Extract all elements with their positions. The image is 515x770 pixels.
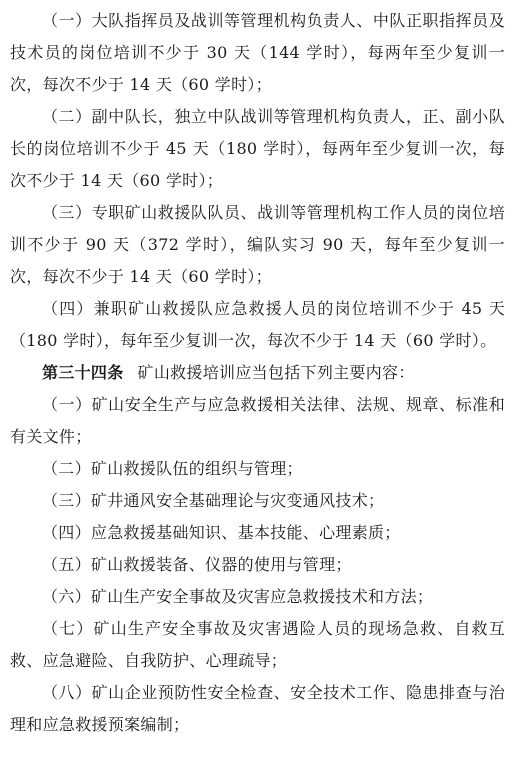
article-text: 矿山救援培训应当包括下列主要内容：: [137, 363, 415, 382]
content-item-3: （三）矿井通风安全基础理论与灾变通风技术；: [42, 491, 385, 510]
content-item-8: （八）矿山企业预防性安全检查、安全技术工作、隐患排查与治理和应急救援预案编制；: [10, 683, 505, 734]
article-heading: 第三十四条: [42, 363, 124, 382]
content-item-7: （七）矿山生产安全事故及灾害遇险人员的现场急救、自救互救、应急避险、自我防护、心理疏导；: [10, 619, 505, 670]
article-34: [10, 357, 505, 389]
content-item-5: （五）矿山救援装备、仪器的使用与管理；: [42, 555, 352, 574]
training-paragraph-4: （四）兼职矿山救援队应急救援人员的岗位培训不少于 45 天（180 学时），每年至少复训一次，每次不少于 14 天（60 学时）。: [10, 299, 505, 350]
content-item-2: （二）矿山救援队伍的组织与管理；: [42, 459, 303, 478]
training-paragraph-2: （二）副中队长，独立中队战训等管理机构负责人，正、副小队长的岗位培训不少于 45 天（180 学时），每两年至少复训一次，每次不少于 14 天（60 学时）；: [10, 107, 505, 190]
content-item-1: （一）矿山安全生产与应急救援相关法律、法规、规章、标准和有关文件；: [10, 395, 505, 446]
content-item-4: （四）应急救援基础知识、基本技能、心理素质；: [42, 523, 401, 542]
content-item-6: （六）矿山生产安全事故及灾害应急救援技术和方法；: [42, 587, 434, 606]
training-paragraph-3: （三）专职矿山救援队队员、战训等管理机构工作人员的岗位培训不少于 90 天（372 学时），编队实习 90 天，每年至少复训一次，每次不少于 14 天（60 学时）；: [10, 203, 505, 286]
training-paragraph-1: （一）大队指挥员及战训等管理机构负责人、中队正职指挥员及技术员的岗位培训不少于 30 天（144 学时），每两年至少复训一次，每次不少于 14 天（60 学时）；: [10, 11, 505, 94]
